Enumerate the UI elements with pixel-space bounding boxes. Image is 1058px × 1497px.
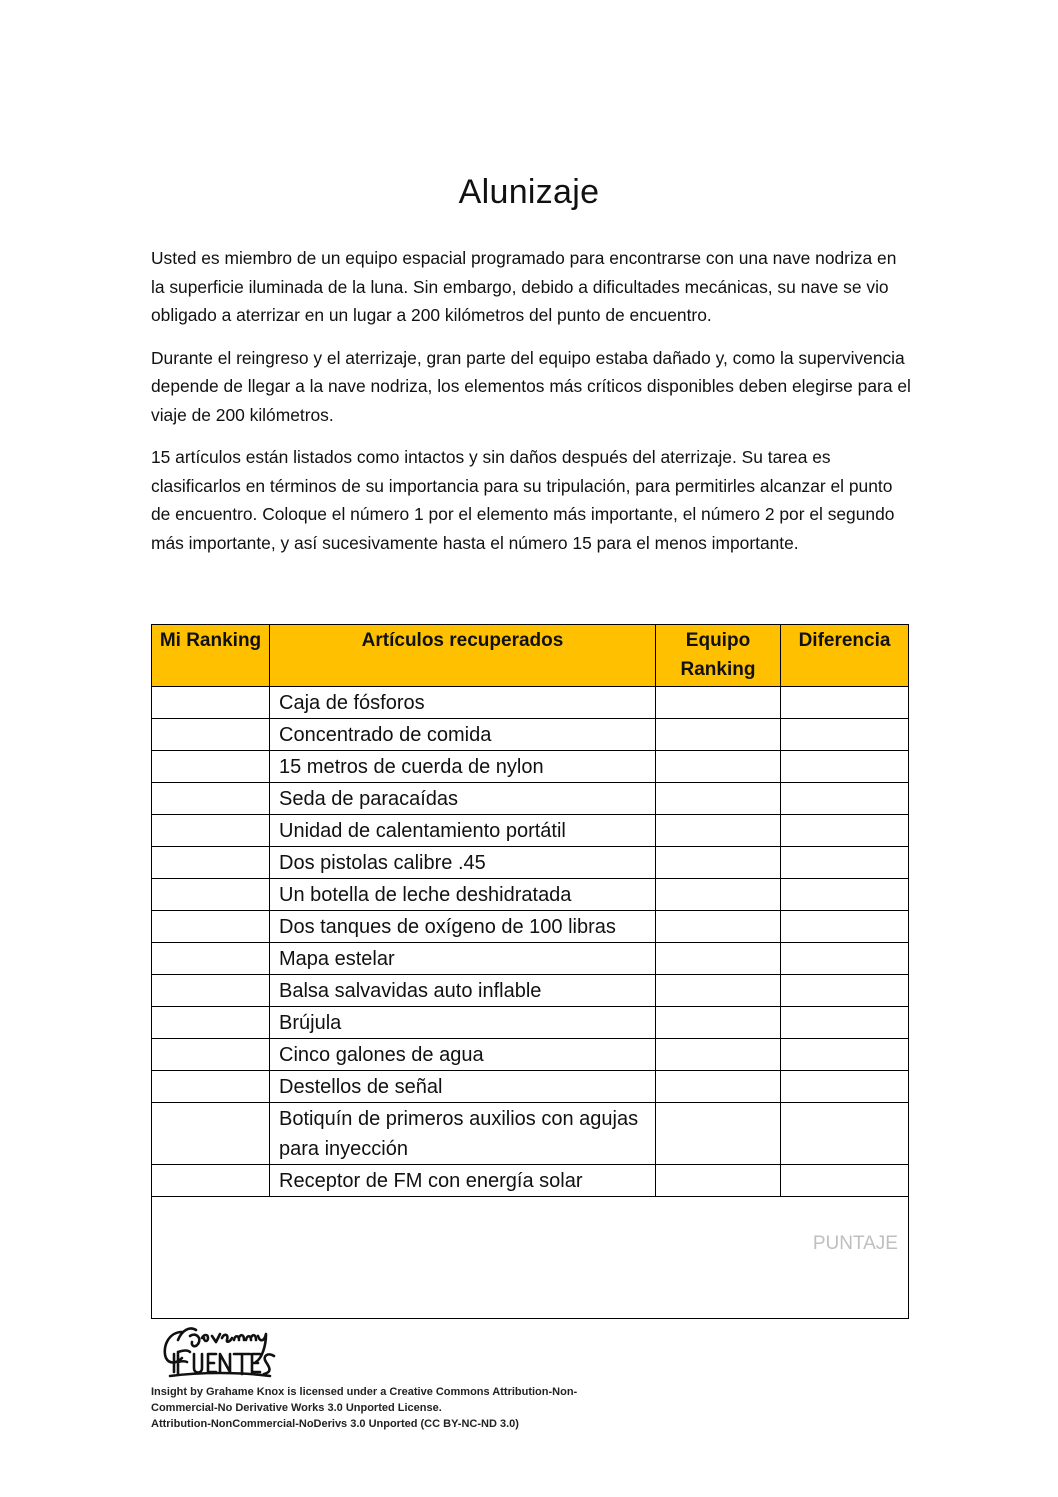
difference-cell[interactable] [781,975,909,1007]
license-line: Attribution-NonCommercial-NoDerivs 3.0 Unported (CC BY-NC-ND 3.0) [151,1418,519,1430]
table-row [152,1071,909,1103]
signature-logo-drawing [160,1318,280,1382]
team-ranking-cell[interactable] [656,783,781,815]
my-ranking-cell[interactable] [152,1007,270,1039]
my-ranking-cell[interactable] [152,879,270,911]
item-name: Dos pistolas calibre .45 [270,847,656,879]
difference-cell[interactable] [781,879,909,911]
my-ranking-cell[interactable] [152,1165,270,1197]
score-label: PUNTAJE [152,1197,909,1319]
difference-cell[interactable] [781,1071,909,1103]
my-ranking-cell[interactable] [152,1039,270,1071]
table-row [152,847,909,879]
team-ranking-cell[interactable] [656,1165,781,1197]
header-team-ranking: Equipo Ranking [656,625,781,687]
item-name: Botiquín de primeros auxilios con agujas para inyección [270,1103,656,1165]
item-name: Caja de fósforos [270,687,656,719]
item-name: Unidad de calentamiento portátil [270,815,656,847]
header-difference: Diferencia [781,625,909,687]
difference-cell[interactable] [781,815,909,847]
team-ranking-cell[interactable] [656,1007,781,1039]
difference-cell[interactable] [781,1103,909,1165]
table-row [152,1039,909,1071]
item-name: Un botella de leche deshidratada [270,879,656,911]
difference-cell[interactable] [781,1165,909,1197]
my-ranking-cell[interactable] [152,975,270,1007]
difference-cell[interactable] [781,783,909,815]
table-row [152,719,909,751]
team-ranking-cell[interactable] [656,911,781,943]
intro-paragraph: 15 artículos están listados como intactos y sin daños después del aterrizaje. Su tarea es clasificarlos en términos de su importancia para su tripulación, para permitirles alcanzar el punto de encuentro. Coloque el número 1 por el elemento más importante, el número 2 por el segundo más importante, y así sucesivamente hasta el número 15 para el menos importante. [151,447,895,553]
table-row [152,911,909,943]
team-ranking-cell[interactable] [656,847,781,879]
difference-cell[interactable] [781,943,909,975]
item-name: Cinco galones de agua [270,1039,656,1071]
difference-cell[interactable] [781,847,909,879]
table-row [152,751,909,783]
team-ranking-cell[interactable] [656,719,781,751]
header-my-ranking: Mi Ranking [152,625,270,687]
item-name: Balsa salvavidas auto inflable [270,975,656,1007]
difference-cell[interactable] [781,911,909,943]
team-ranking-cell[interactable] [656,687,781,719]
table-row [152,943,909,975]
table-row [152,1103,909,1165]
page-title: Alunizaje [458,172,600,211]
item-name: Concentrado de comida [270,719,656,751]
my-ranking-cell[interactable] [152,847,270,879]
difference-cell[interactable] [781,719,909,751]
my-ranking-cell[interactable] [152,943,270,975]
intro-text [151,244,911,571]
ranking-table [151,624,909,1319]
table-row [152,1007,909,1039]
table-header-row [152,625,909,687]
my-ranking-cell[interactable] [152,751,270,783]
license-line: Insight by Grahame Knox is licensed under a Creative Commons Attribution-Non- [151,1386,578,1398]
table-row [152,815,909,847]
table-row [152,879,909,911]
team-ranking-cell[interactable] [656,815,781,847]
table-row [152,783,909,815]
team-ranking-cell[interactable] [656,879,781,911]
team-ranking-cell[interactable] [656,1039,781,1071]
my-ranking-cell[interactable] [152,1103,270,1165]
my-ranking-cell[interactable] [152,719,270,751]
total-row [152,1197,909,1319]
my-ranking-cell[interactable] [152,783,270,815]
team-ranking-cell[interactable] [656,1103,781,1165]
item-name: Brújula [270,1007,656,1039]
item-name: 15 metros de cuerda de nylon [270,751,656,783]
my-ranking-cell[interactable] [152,911,270,943]
difference-cell[interactable] [781,1039,909,1071]
intro-paragraph: Durante el reingreso y el aterrizaje, gran parte del equipo estaba dañado y, como la supervivencia depende de llegar a la nave nodriza, los elementos más críticos disponibles deben elegirse para el viaje de 200 kilómetros. [151,347,911,425]
my-ranking-cell[interactable] [152,815,270,847]
signature-logo [160,1318,280,1382]
difference-cell[interactable] [781,1007,909,1039]
table-row [152,687,909,719]
license-line: Commercial-No Derivative Works 3.0 Unported License. [151,1402,442,1414]
my-ranking-cell[interactable] [152,1071,270,1103]
team-ranking-cell[interactable] [656,1071,781,1103]
item-name: Destellos de señal [270,1071,656,1103]
team-ranking-cell[interactable] [656,751,781,783]
item-name: Dos tanques de oxígeno de 100 libras [270,911,656,943]
item-name: Mapa estelar [270,943,656,975]
table-row [152,1165,909,1197]
difference-cell[interactable] [781,687,909,719]
license-notice [151,1384,711,1432]
intro-paragraph: Usted es miembro de un equipo espacial programado para encontrarse con una nave nodriza en la superficie iluminada de la luna. Sin embargo, debido a dificultades mecánicas, su nave se vio obligado a aterrizar en un lugar a 200 kilómetros del punto de encuentro. [151,248,897,325]
my-ranking-cell[interactable] [152,687,270,719]
team-ranking-cell[interactable] [656,943,781,975]
difference-cell[interactable] [781,751,909,783]
header-items: Artículos recuperados [270,625,656,687]
ranking-rows [152,687,909,1197]
team-ranking-cell[interactable] [656,975,781,1007]
item-name: Receptor de FM con energía solar [270,1165,656,1197]
item-name: Seda de paracaídas [270,783,656,815]
table-row [152,975,909,1007]
